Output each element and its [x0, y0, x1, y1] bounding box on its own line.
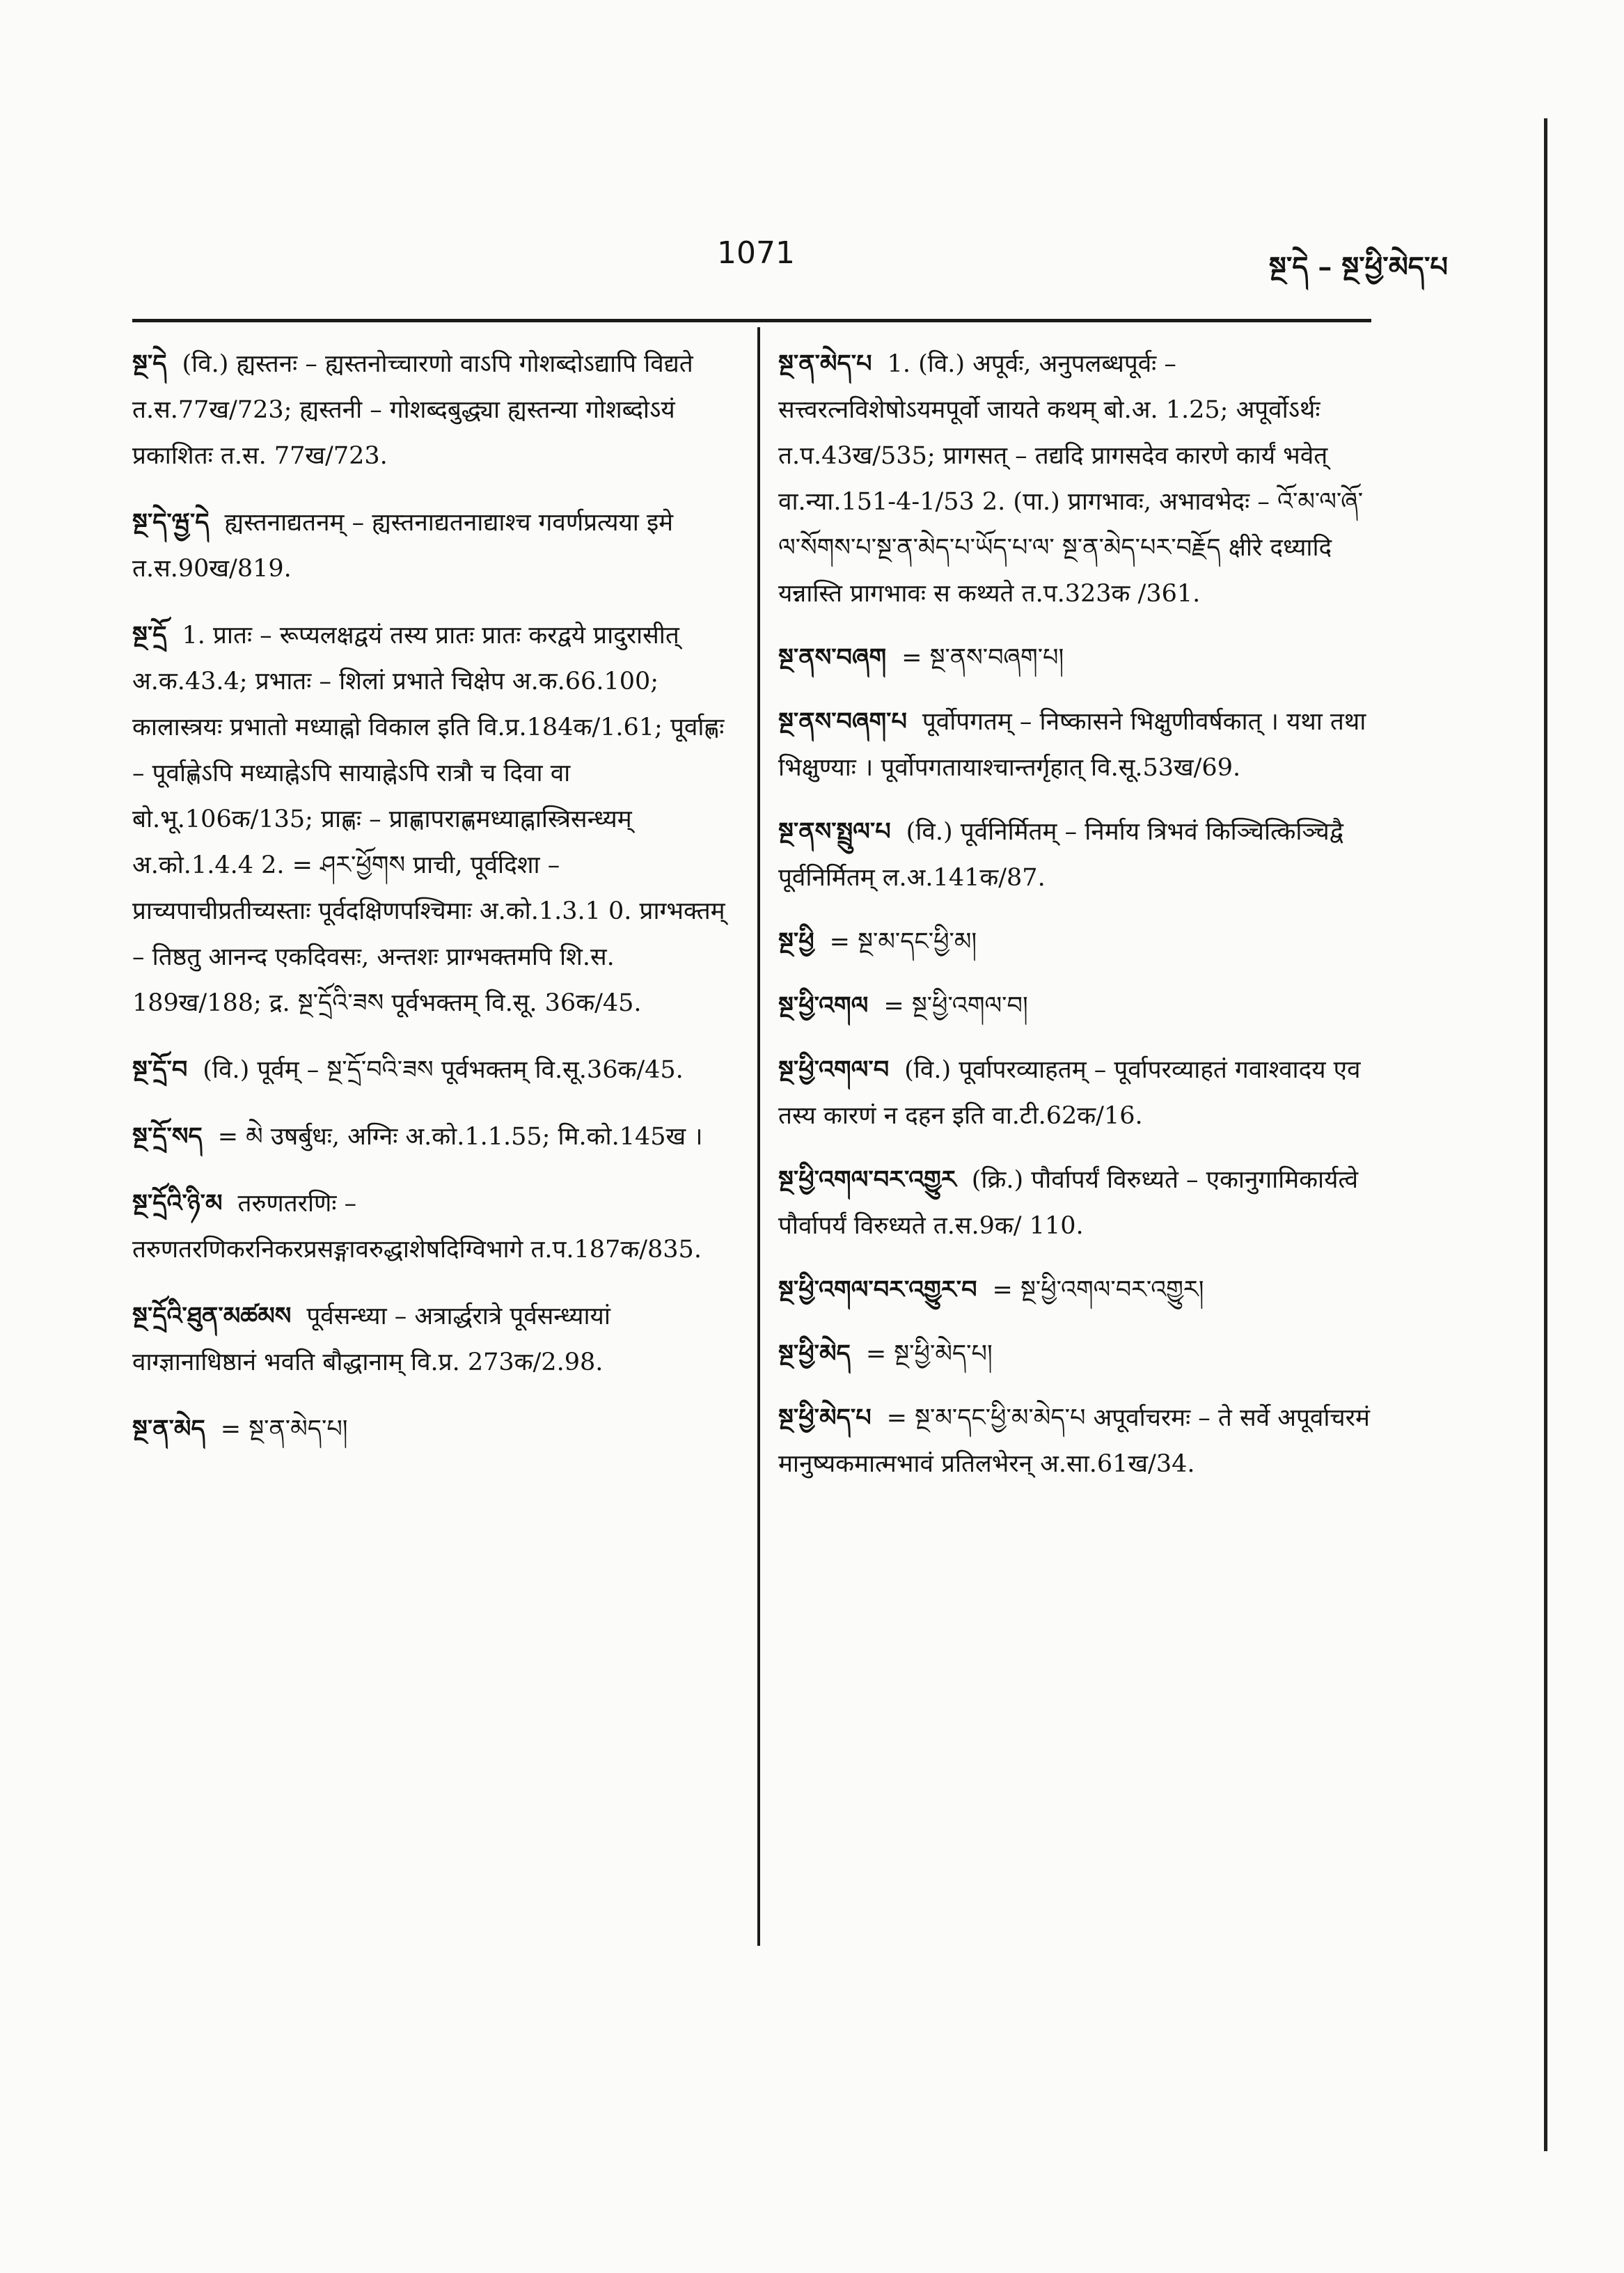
entry-headword: སྔ་ན་མེད	[132, 1415, 205, 1443]
entry-headword: སྔ་དྲོ	[132, 621, 167, 650]
entry-headword: སྔ་ཕྱི་མེད་པ	[778, 1403, 872, 1432]
entry-text: = སྔ་ན་མེད་པ།	[220, 1415, 348, 1443]
entry-headword: སྔ་དྲོ་སད	[132, 1122, 203, 1151]
entry-headword: སྔ་ནས་བཞག	[778, 643, 887, 672]
entry-text: (वि.) ह्यस्तनः – ह्यस्तनोच्चारणो वाऽपि गोशब्दोऽद्यापि विद्यते त.स.77ख/723; ह्यस्तनी – गोशब्दबुद्ध्या ह्यस्तन्या गोशब्दोऽयं प्रकाशितः त.स. 77ख/723.	[132, 350, 693, 470]
dictionary-entry	[778, 699, 1377, 791]
entry-headword: སྔ་དེ	[132, 349, 167, 378]
entry-text: पूर्वोपगतम् – निष्कासने भिक्षुणीवर्षकात् । यथा तथा भिक्षुण्याः । पूर्वोपगतायाश्चान्तर्गृहात् वि.सू.53ख/69.	[778, 708, 1366, 782]
dictionary-entry	[778, 341, 1377, 617]
entry-text: = སྔ་མ་དང་ཕྱི་མ།	[829, 928, 977, 956]
dictionary-entry	[132, 613, 738, 1026]
entry-text: तरुणतरणिः – तरुणतरणिकरनिकरप्रसङ्गावरुद्धाशेषदिग्विभागे त.प.187क/835.	[132, 1190, 702, 1264]
page-header	[0, 235, 1624, 291]
entry-text: (वि.) पूर्वनिर्मितम् – निर्माय त्रिभवं किञ्चित्किञ्चिद्वै पूर्वनिर्मितम् ल.अ.141क/87.	[778, 818, 1343, 892]
entry-headword: སྔ་ན་མེད་པ	[778, 349, 872, 378]
entry-headword: སྔ་ནས་སྤྲུལ་པ	[778, 817, 891, 846]
dictionary-entry	[778, 1047, 1377, 1139]
column-divider	[757, 327, 760, 1946]
entry-headword: སྔ་ནས་བཞག་པ	[778, 707, 907, 736]
entry-text: = སྔ་མ་དང་ཕྱི་མ་མེད་པ अपूर्वाचरमः – ते सर्वे अपूर्वाचरमं मानुष्यकमात्मभावं प्रतिलभेरन् अ.सा.61ख/34.	[778, 1404, 1370, 1478]
dictionary-entry	[778, 809, 1377, 901]
entry-headword: སྔ་ཕྱི	[778, 927, 814, 956]
dictionary-entry	[132, 341, 738, 479]
dictionary-entry	[778, 919, 1377, 965]
margin-line	[1544, 118, 1547, 2151]
dictionary-entry	[778, 1267, 1377, 1313]
entry-headword: སྔ་དེ་ཝྱ་དེ	[132, 508, 210, 537]
running-head: སྔ་དེ – སྔ་ཕྱི་མེད་པ	[1268, 251, 1448, 283]
dictionary-entry	[778, 1157, 1377, 1249]
dictionary-entry	[132, 1406, 738, 1452]
dictionary-entry	[132, 500, 738, 592]
entry-text: = མེ उषर्बुधः, अग्निः अ.को.1.1.55; मि.को.145ख ।	[217, 1123, 703, 1151]
dictionary-entry	[778, 635, 1377, 681]
entry-headword: སྔ་ཕྱི་འགལ	[778, 991, 869, 1020]
dictionary-entry	[778, 983, 1377, 1029]
entry-text: 1. (वि.) अपूर्वः, अनुपलब्धपूर्वः – सत्त्वरत्नविशेषोऽयमपूर्वो जायते कथम् बो.अ. 1.25; अपूर्वोऽर्थः त.प.43ख/535; प्रागसत् – तद्यदि प्रागसदेव कारणे कार्यं भवेत् वा.न्या.151-4-1/53 2. (पा.) प्रागभावः, अभावभेदः – འོ་མ་ལ་ཞོ་ལ་སོགས་པ་སྔ་ན་མེད་པ་ཡོད་པ་ལ་ སྔ་ན་མེད་པར་བརྗོད क्षीरे दध्यादि यन्नास्ति प्रागभावः स कथ्यते त.प.323क /361.	[778, 350, 1364, 608]
entry-text: = སྔ་ཕྱི་འགལ་བ།	[883, 992, 1028, 1020]
dictionary-entry	[778, 1331, 1377, 1377]
entry-headword: སྔ་ཕྱི་མེད	[778, 1339, 851, 1368]
entry-text: ह्यस्तनाद्यतनम् – ह्यस्तनाद्यतनाद्याश्च गवर्णप्रत्यया इमे त.स.90ख/819.	[132, 509, 674, 583]
entry-text: = སྔ་ནས་བཞག་པ།	[901, 644, 1064, 672]
header-rule	[132, 319, 1371, 322]
entry-text: (वि.) पूर्वापरव्याहतम् – पूर्वापरव्याहतं गवाश्वादय एव तस्य कारणं न दहन इति वा.टी.62क/16.	[778, 1056, 1361, 1130]
entry-text: = སྔ་ཕྱི་འགལ་བར་འགྱུར།	[992, 1276, 1204, 1304]
entry-text: (वि.) पूर्वम् – སྔ་དྲོ་བའི་ཟས पूर्वभक्तम् वि.सू.36क/45.	[203, 1056, 684, 1084]
entry-headword: སྔ་དྲོའི་ཐུན་མཚམས	[132, 1302, 292, 1330]
entry-headword: སྔ་དྲོའི་ཉི་མ	[132, 1189, 223, 1218]
right-column	[778, 341, 1377, 1505]
entry-headword: སྔ་དྲོ་བ	[132, 1055, 188, 1084]
dictionary-entry	[132, 1047, 738, 1093]
entry-text: पूर्वसन्ध्या – अत्रार्द्धरात्रे पूर्वसन्ध्यायां वाग्ज्ञानाधिष्ठानं भवति बौद्धानाम् वि.प्र. 273क/2.98.	[132, 1303, 610, 1376]
dictionary-entry	[132, 1293, 738, 1385]
page-number: 1071	[717, 235, 795, 271]
entry-text: = སྔ་ཕྱི་མེད་པ།	[865, 1340, 993, 1368]
entry-text: (क्रि.) पौर्वापर्यं विरुध्यते – एकानुगामिकार्यत्वे पौर्वापर्यं विरुध्यते त.स.9क/ 110.	[778, 1166, 1359, 1240]
entry-headword: སྔ་ཕྱི་འགལ་བར་འགྱུར་བ	[778, 1275, 977, 1304]
dictionary-entry	[132, 1181, 738, 1273]
dictionary-entry	[132, 1114, 738, 1160]
entry-headword: སྔ་ཕྱི་འགལ་བར་འགྱུར	[778, 1165, 956, 1194]
entry-headword: སྔ་ཕྱི་འགལ་བ	[778, 1055, 890, 1084]
dictionary-entry	[778, 1395, 1377, 1487]
left-column	[132, 341, 738, 1473]
entry-text: 1. प्रातः – रूप्यलक्षद्वयं तस्य प्रातः प्रातः करद्वये प्रादुरासीत् अ.क.43.4; प्रभातः – शिलां प्रभाते चिक्षेप अ.क.66.100; कालास्त्रयः प्रभातो मध्याह्नो विकाल इति वि.प्र.184क/1.61; पूर्वाह्णः – पूर्वाह्णेऽपि मध्याह्नेऽपि सायाह्नेऽपि रात्रौ च दिवा वा बो.भू.106क/135; प्राह्णः – प्राह्णापराह्णमध्याह्नास्त्रिसन्ध्यम् अ.को.1.4.4 2. = ཤར་ཕྱོགས प्राची, पूर्वदिशा – प्राच्यपाचीप्रतीच्यस्ताः पूर्वदक्षिणपश्चिमाः अ.को.1.3.1 0. प्राग्भक्तम् – तिष्ठतु आनन्द एकदिवसः, अन्तशः प्राग्भक्तमपि शि.स. 189ख/188; द्र. སྔ་དྲོའི་ཟས पूर्वभक्तम् वि.सू. 36क/45.	[132, 622, 725, 1017]
